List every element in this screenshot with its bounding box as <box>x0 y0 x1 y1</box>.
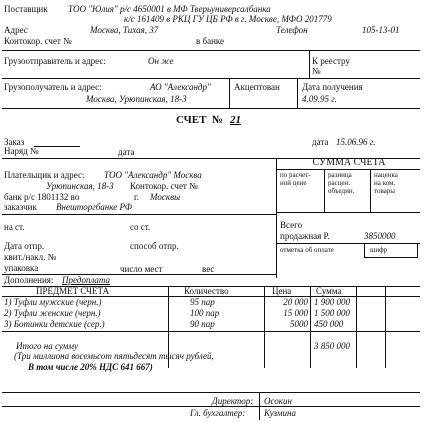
sum-col-diff: разница расцен. объедин. <box>328 171 355 195</box>
registry-label: К реестру <box>312 56 350 66</box>
receipt-date-label: Дата получения <box>302 82 363 92</box>
payer-city-value: Москвы <box>150 192 181 202</box>
extra-value: Предоплата <box>62 275 110 285</box>
row-price: 20 000 <box>283 297 308 307</box>
receipt-date-value: 4.09.95 г. <box>302 94 337 104</box>
shipper-value: Он же <box>148 56 174 66</box>
consignee-value-line1: АО "Александр" <box>150 82 211 92</box>
sum-col-calc: по расчет- ной цене <box>280 171 311 187</box>
payer-value-line2: Урюпинская, 18-3 <box>46 181 114 191</box>
from-station-label: со ст. <box>130 222 151 232</box>
row-item: 2) Туфли женские (черн.) <box>4 308 101 318</box>
bank-label: в банке <box>196 36 225 46</box>
total-sum-value: 3 850 000 <box>314 341 350 351</box>
consignee-label: Грузополучатель и адрес: <box>4 82 102 92</box>
col-price-header: Цена <box>272 286 292 296</box>
director-value: Осокин <box>264 396 292 406</box>
address-value: Москва, Тихая, 37 <box>90 25 159 35</box>
amount-words-line1: (Три миллиона восемьсот пятьдесят тысяч рублей, <box>14 351 214 361</box>
shipper-label: Грузоотправитель и адрес: <box>4 56 106 66</box>
invoice-number: 21 <box>230 114 241 126</box>
ship-method-label: способ отпр. <box>130 241 179 251</box>
director-label: Директор: <box>212 396 254 406</box>
to-station-label: на ст. <box>4 222 25 232</box>
row-sum: 1 900 000 <box>314 297 350 307</box>
row-price: 5000 <box>290 319 308 329</box>
phone-value: 105-13-01 <box>362 25 400 35</box>
payer-value-line1: ТОО "Александр" Москва <box>104 170 202 180</box>
address-label: Адрес <box>4 25 28 35</box>
places-label: число мест <box>120 264 163 274</box>
payer-city-label: г. <box>134 192 139 202</box>
row-price: 15 000 <box>283 308 308 318</box>
cipher-label: шифр <box>370 246 388 254</box>
registry-no: № <box>312 66 321 76</box>
consignee-value-line2: Москва, Урюпинская, 18-3 <box>86 94 187 104</box>
supplier-label: Поставщик <box>4 4 48 14</box>
customer-value: Внешторгбанке РФ <box>56 202 132 212</box>
total-label2: продажная Р. <box>280 231 330 241</box>
contract-label: Контокор. счет № <box>4 36 72 46</box>
accountant-value: Кузмина <box>264 408 296 418</box>
payment-mark-label: отметка об оплате <box>280 246 334 254</box>
payer-label: Плательщик и адрес: <box>4 170 85 180</box>
col-qty-header: Количество <box>184 286 229 296</box>
waybill-label: Наряд № <box>4 146 39 156</box>
order-label: Заказ <box>4 137 25 147</box>
invoice-number-label: № <box>212 114 224 126</box>
payer-bank-label: банк р/с 1801132 во <box>4 192 80 202</box>
col-sum-header: Сумма <box>316 286 342 296</box>
total-sum-label: Итого на сумму <box>16 341 79 351</box>
col-item-header: ПРЕДМЕТ СЧЕТА <box>36 286 110 296</box>
sum-box-title: СУММА СЧЕТА <box>312 157 386 168</box>
row-qty: 90 пар <box>190 319 215 329</box>
ship-date-label: Дата отпр. <box>4 241 45 251</box>
supplier-line1: ТОО "Юлия" р/с 4650001 в МФ Тверьуниверсалбанка <box>68 4 271 14</box>
payer-contract-label: Контокор. счет № <box>130 181 198 191</box>
weight-label: вес <box>202 264 215 274</box>
invoice-date-label: дата <box>312 137 329 147</box>
row-sum: 1 500 000 <box>314 308 350 318</box>
amount-words-line2: В том числе 20% НДС 641 667) <box>28 362 153 372</box>
invoice-date-value: 15.06.96 г. <box>336 137 376 147</box>
phone-label: Телефон <box>276 25 308 35</box>
waybill-date-label: дата <box>118 147 135 157</box>
row-item: 3) Ботинки детские (сер.) <box>4 319 105 329</box>
accountant-label: Гл. бухгалтер: <box>190 408 246 418</box>
accepted-label: Акцептован <box>234 82 280 92</box>
row-item: 1) Туфли мужские (черн.) <box>4 297 102 307</box>
sum-col-markup: наценка на ком. товары <box>374 171 398 195</box>
extra-label: Дополнения: <box>4 275 54 285</box>
row-qty: 95 пар <box>190 297 215 307</box>
invoice-title: СЧЕТ <box>176 114 207 126</box>
receipt-label: квит./накл. № <box>4 252 57 262</box>
customer-label: заказчик <box>4 202 37 212</box>
total-label1: Всего <box>280 220 303 230</box>
total-value: 3850000 <box>364 231 396 241</box>
supplier-line2: к/с 161409 в РКЦ ГУ ЦБ РФ в г. Москве, МФО 201779 <box>124 14 332 24</box>
row-sum: 450 000 <box>314 319 344 329</box>
package-label: упаковка <box>4 263 39 273</box>
row-qty: 100 пар <box>190 308 220 318</box>
